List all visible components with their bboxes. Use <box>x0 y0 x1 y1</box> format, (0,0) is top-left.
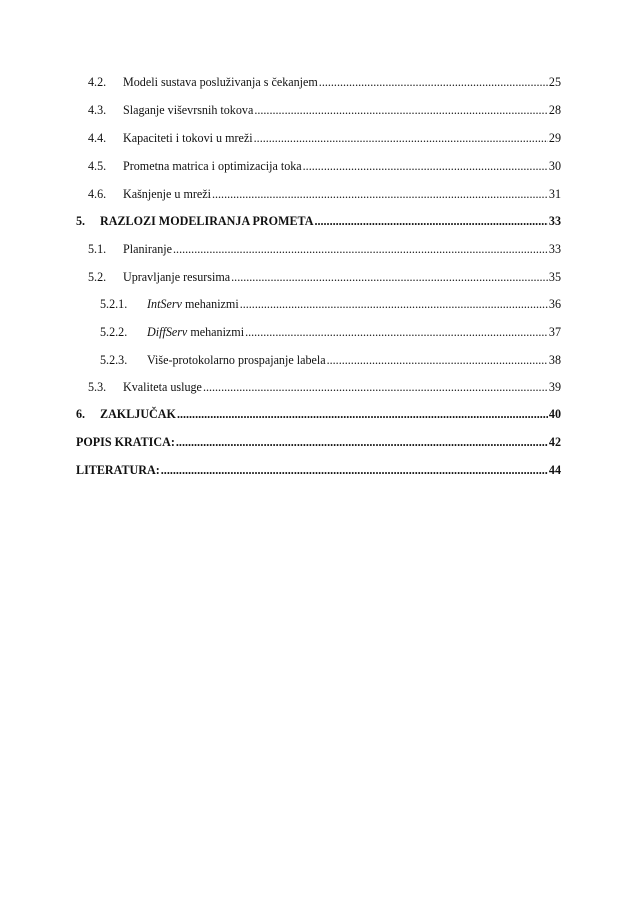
toc-entry-number: 4.5. <box>88 159 107 173</box>
toc-entry-title-italic: DiffServ <box>147 325 188 339</box>
toc-entry-page: 44 <box>548 463 561 477</box>
toc-entry-title: Više-protokolarno prospajanje labela <box>147 353 326 367</box>
toc-entry-page: 30 <box>548 159 561 173</box>
toc-entry-title: Prometna matrica i optimizacija toka <box>123 159 302 173</box>
toc-entry-5-2[interactable] <box>88 268 561 286</box>
toc-dot-leader <box>327 351 548 369</box>
toc-entry-5-2-1[interactable] <box>100 295 561 313</box>
toc-entry-page: 29 <box>548 131 561 145</box>
toc-entry-number: 5.2.3. <box>100 353 128 367</box>
toc-entry-page: 35 <box>548 270 561 284</box>
toc-entry-4-6[interactable] <box>88 185 561 203</box>
toc-entry-title: Kašnjenje u mreži <box>123 187 211 201</box>
toc-entry-4-5[interactable] <box>88 157 561 175</box>
toc-entry-number: 4.4. <box>88 131 107 145</box>
toc-entry-page: 40 <box>548 407 561 421</box>
toc-dot-leader <box>173 240 548 258</box>
toc-entry-page: 36 <box>548 297 561 311</box>
toc-dot-leader <box>245 323 548 341</box>
toc-entry-title-rest: mehanizmi <box>181 297 239 311</box>
toc-entry-title-rest: mehanizmi <box>187 325 245 339</box>
toc-entry-title <box>147 323 244 341</box>
toc-entry-5-2-2[interactable] <box>100 323 561 341</box>
toc-entry-page: 39 <box>548 380 561 394</box>
toc-entry-page: 28 <box>548 103 561 117</box>
toc-entry-literatura[interactable] <box>76 461 561 479</box>
toc-entry-number: 5. <box>76 214 86 228</box>
toc-entry-title: ZAKLJUČAK <box>100 407 176 421</box>
toc-entry-number: 5.2. <box>88 270 107 284</box>
toc-dot-leader <box>176 433 548 451</box>
toc-entry-title-italic: IntServ <box>147 297 182 311</box>
toc-dot-leader <box>203 378 548 396</box>
toc-entry-5-3[interactable] <box>88 378 561 396</box>
toc-entry-popis-kratica[interactable] <box>76 433 561 451</box>
toc-dot-leader <box>303 157 548 175</box>
toc-entry-page: 33 <box>548 242 561 256</box>
toc-entry-page: 31 <box>548 187 561 201</box>
toc-entry-page: 25 <box>548 75 561 89</box>
toc-entry-title: LITERATURA: <box>76 463 160 477</box>
toc-entry-number: 5.3. <box>88 380 107 394</box>
toc-entry-6[interactable] <box>76 405 561 423</box>
toc-entry-4-3[interactable] <box>88 101 561 119</box>
toc-dot-leader <box>177 405 548 423</box>
toc-entry-title <box>147 295 239 313</box>
toc-entry-title: Modeli sustava posluživanja s čekanjem <box>123 75 318 89</box>
toc-entry-5-2-3[interactable] <box>100 351 561 369</box>
toc-entry-title: Kvaliteta usluge <box>123 380 202 394</box>
toc-entry-title: Kapaciteti i tokovi u mreži <box>123 131 253 145</box>
toc-dot-leader <box>254 129 548 147</box>
toc-entry-title: RAZLOZI MODELIRANJA PROMETA <box>100 214 314 228</box>
toc-dot-leader <box>319 73 548 91</box>
toc-entry-number: 4.6. <box>88 187 107 201</box>
toc-entry-number: 4.3. <box>88 103 107 117</box>
toc-entry-4-2[interactable] <box>88 73 561 91</box>
toc-entry-5[interactable] <box>76 212 561 230</box>
toc-entry-5-1[interactable] <box>88 240 561 258</box>
toc-entry-title: Slaganje viševrsnih tokova <box>123 103 254 117</box>
toc-entry-number: 4.2. <box>88 75 107 89</box>
toc-dot-leader <box>314 212 547 230</box>
toc-entry-title: Upravljanje resursima <box>123 270 231 284</box>
toc-entry-number: 5.2.1. <box>100 297 128 311</box>
toc-entry-page: 37 <box>548 325 561 339</box>
toc-entry-page: 42 <box>548 435 561 449</box>
toc-dot-leader <box>231 268 548 286</box>
toc-dot-leader <box>161 461 548 479</box>
toc-entry-title: POPIS KRATICA: <box>76 435 175 449</box>
toc-entry-number: 5.1. <box>88 242 107 256</box>
toc-entry-number: 6. <box>76 407 86 421</box>
toc-entry-4-4[interactable] <box>88 129 561 147</box>
toc-entry-page: 33 <box>548 214 561 228</box>
toc-entry-number: 5.2.2. <box>100 325 128 339</box>
toc-entry-title: Planiranje <box>123 242 173 256</box>
toc-dot-leader <box>212 185 548 203</box>
toc-dot-leader <box>240 295 548 313</box>
toc-entry-page: 38 <box>548 353 561 367</box>
toc-dot-leader <box>254 101 548 119</box>
